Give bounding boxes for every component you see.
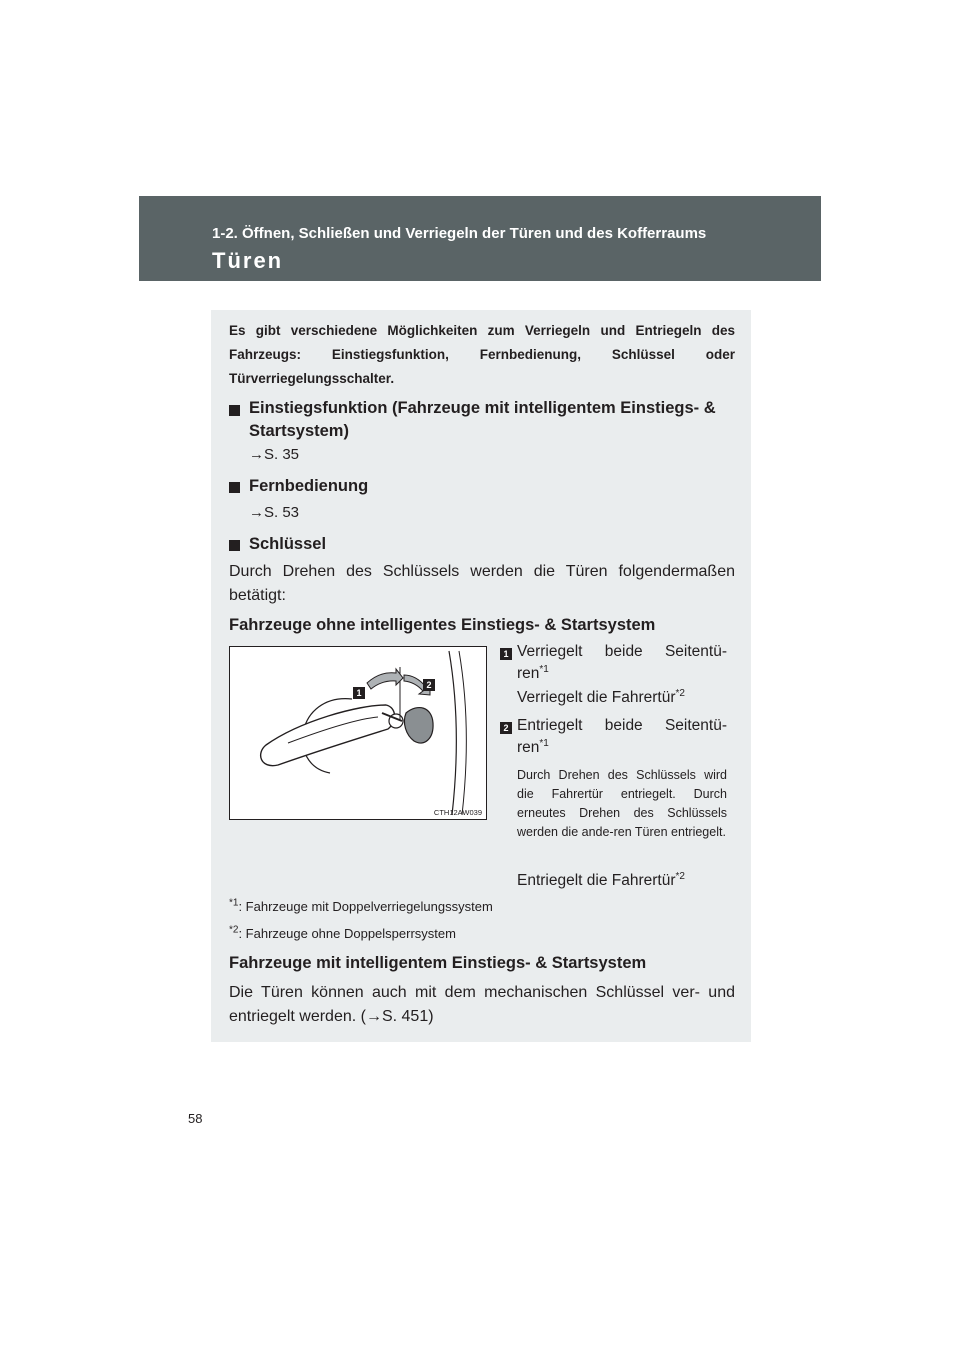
figure-code: CTH12AW039: [433, 808, 482, 817]
footnote-2-mark: *2: [229, 924, 239, 936]
heading-einstiegsfunktion: [249, 397, 716, 443]
list-item-2-alt: [517, 870, 727, 892]
footnote-2-text: : Fahrzeuge ohne Doppelsperrsystem: [238, 926, 456, 941]
item2-line2: ren: [517, 739, 540, 756]
heading-schluessel: Schlüssel: [249, 535, 327, 553]
item1-line3: Verriegelt die Fahrertür: [517, 689, 676, 706]
sub2-text: Die Türen können auch mit dem mechanischen Schlüssel ver- und entriegelt werden. (→S. 451): [229, 984, 735, 1025]
item1-sup: *1: [539, 663, 549, 675]
footnote-1-text: : Fahrzeuge mit Doppelverriegelungssystem: [238, 899, 493, 914]
bullet-square-icon: [229, 540, 240, 551]
footnote-1: [229, 899, 493, 914]
item-badge-1: 1: [500, 648, 512, 660]
bullet-square-icon: [229, 482, 240, 493]
item2-line1: Entriegelt beide Seitentü-: [517, 717, 727, 734]
page-title: Türen: [212, 248, 284, 273]
key-door-illustration: [229, 646, 487, 820]
page-number: 58: [188, 1111, 203, 1126]
link-ref-s35[interactable]: →S. 35: [249, 446, 300, 463]
figure-label-1: 1: [353, 687, 365, 699]
heading-line2: Startsystem): [249, 422, 349, 440]
list-item-1: [517, 641, 727, 685]
schluessel-text: Durch Drehen des Schlüssels werden die Türen folgendermaßen betätigt:: [229, 563, 735, 604]
item2-sup2: *2: [675, 870, 685, 882]
bullet-square-icon: [229, 405, 240, 416]
heading-fernbedienung: Fernbedienung: [249, 477, 369, 495]
door-handle-key-icon: [230, 647, 486, 819]
item1-sup2: *2: [675, 687, 685, 699]
chapter-header: [139, 196, 821, 281]
item-badge-2: 2: [500, 722, 512, 734]
intro-text: Es gibt verschiedene Möglichkeiten zum Verriegeln und Entriegeln des Fahrzeugs: Einstiegsfunktion, Fernbedienung, Schlüssel oder Türverriegelungsschalter.: [229, 323, 735, 386]
list-item-2: [517, 715, 727, 759]
item1-line1: Verriegelt beide Seitentü-: [517, 643, 727, 660]
link-ref-s53[interactable]: →S. 53: [249, 504, 300, 521]
footnote-1-mark: *1: [229, 897, 239, 909]
item2-sup: *1: [539, 737, 549, 749]
footnote-2: [229, 926, 456, 941]
item1-line2: ren: [517, 665, 540, 682]
item2-line3: Entriegelt die Fahrertür: [517, 872, 676, 889]
heading-line1: Einstiegsfunktion (Fahrzeuge mit intelligentem Einstiegs- &: [249, 399, 716, 417]
item2-note: Durch Drehen des Schlüssels wird die Fahrertür entriegelt. Durch erneutes Drehen des Schlüssels werden die ande-ren Türen entriegelt.: [517, 768, 727, 839]
section-title: 1-2. Öffnen, Schließen und Verriegeln der Türen und des Kofferraums: [212, 225, 707, 242]
subheading-ohne-system: Fahrzeuge ohne intelligentes Einstiegs- & Startsystem: [229, 616, 656, 634]
list-item-1-alt: [517, 687, 727, 709]
subheading-mit-system: Fahrzeuge mit intelligentem Einstiegs- & Startsystem: [229, 954, 647, 972]
figure-label-2: 2: [423, 679, 435, 691]
content-panel: [211, 310, 751, 1042]
